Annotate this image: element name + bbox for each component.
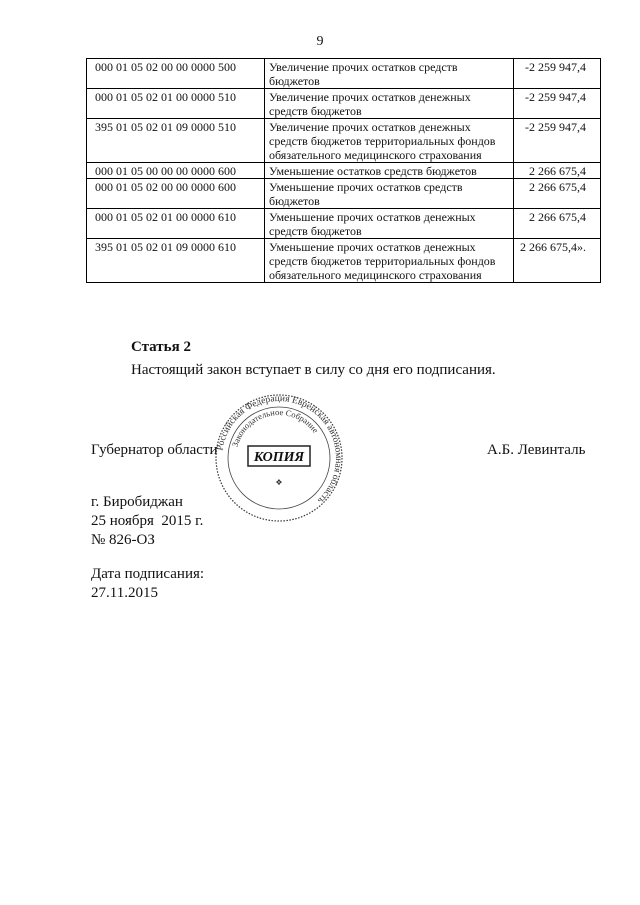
amount-cell: 2 266 675,4 [514,179,601,209]
law-date: 25 ноября 2015 г. [91,513,204,529]
amount-cell: 2 266 675,4 [514,163,601,179]
law-number: № 826-ОЗ [91,532,155,548]
code-cell: 395 01 05 02 01 09 0000 610 [87,239,265,283]
name-cell: Уменьшение прочих остатков денежных средств бюджетов [265,209,514,239]
name-cell: Увеличение прочих остатков средств бюджетов [265,59,514,89]
stamp-outer-text: Российская Федерация Еврейская автономная область [215,393,344,506]
name-cell: Увеличение прочих остатков денежных средств бюджетов [265,89,514,119]
name-cell: Уменьшение прочих остатков денежных средств бюджетов территориальных фондов обязательного медицинского страхования [265,239,514,283]
name-cell: Уменьшение прочих остатков средств бюджетов [265,179,514,209]
governor-label: Губернатор области [91,442,218,458]
code-cell: 000 01 05 02 01 00 0000 510 [87,89,265,119]
article-text: Настоящий закон вступает в силу со дня его подписания. [131,362,496,378]
table-row [87,163,601,179]
page-number: 9 [316,34,324,49]
signing-label: Дата подписания: [91,566,205,582]
name-cell: Уменьшение остатков средств бюджетов [265,163,514,179]
table-row [87,89,601,119]
table-row [87,209,601,239]
governor-name: А.Б. Левинталь [487,442,586,458]
code-cell: 000 01 05 02 00 00 0000 600 [87,179,265,209]
table-row [87,59,601,89]
amount-cell: -2 259 947,4 [514,89,601,119]
code-cell: 000 01 05 02 01 00 0000 610 [87,209,265,239]
city: г. Биробиджан [91,494,183,510]
signing-block [91,565,204,603]
code-cell: 000 01 05 00 00 00 0000 600 [87,163,265,179]
official-stamp [214,393,344,523]
place-block [91,493,203,550]
amount-cell: 2 266 675,4». [514,239,601,283]
stamp-inner-text: Законодательное Собрание [229,406,321,448]
stamp-center-text: КОПИЯ [253,450,305,465]
code-cell: 000 01 05 02 00 00 0000 500 [87,59,265,89]
amount-cell: -2 259 947,4 [514,119,601,163]
stamp-emblem-icon: ❖ [275,478,283,487]
signing-date: 27.11.2015 [91,585,158,601]
name-cell: Увеличение прочих остатков денежных средств бюджетов территориальных фондов обязательного медицинского страхования [265,119,514,163]
amount-cell: -2 259 947,4 [514,59,601,89]
code-cell: 395 01 05 02 01 09 0000 510 [87,119,265,163]
budget-sources-table [86,58,601,283]
article-title: Статья 2 [131,339,191,355]
table-body [87,59,601,283]
table-row [87,239,601,283]
amount-cell: 2 266 675,4 [514,209,601,239]
table-row [87,119,601,163]
table-row [87,179,601,209]
